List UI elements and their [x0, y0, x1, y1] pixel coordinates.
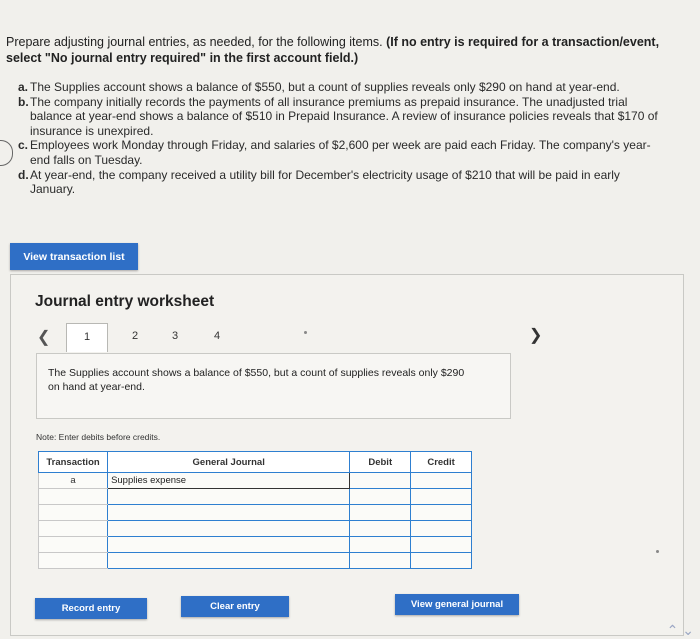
account-field[interactable] [108, 553, 350, 569]
transaction-cell: a [39, 473, 108, 489]
table-row [39, 473, 472, 489]
list-item [18, 80, 658, 95]
list-item [18, 95, 658, 139]
debit-field[interactable] [350, 489, 411, 505]
page-tab-1[interactable]: 1 [66, 323, 108, 352]
list-item [18, 168, 658, 197]
item-list [18, 80, 658, 197]
debit-field[interactable] [350, 521, 411, 537]
transaction-description-box [36, 353, 511, 419]
general-journal-table [38, 451, 472, 569]
record-entry-button[interactable]: Record entry [35, 598, 147, 619]
cursor-arc-icon [0, 140, 13, 166]
credit-field[interactable] [411, 489, 472, 505]
column-header-general-journal: General Journal [108, 452, 350, 473]
item-letter: a. [18, 80, 29, 94]
debit-field[interactable] [350, 537, 411, 553]
table-row [39, 505, 472, 521]
page-tab-2[interactable]: 2 [131, 330, 139, 342]
credit-field[interactable] [411, 553, 472, 569]
divider-dot [304, 331, 307, 334]
worksheet-title: Journal entry worksheet [35, 293, 215, 310]
instructions [6, 34, 676, 66]
note-text: Note: Enter debits before credits. [36, 432, 161, 442]
account-field[interactable] [108, 505, 350, 521]
instructions-text: Prepare adjusting journal entries, as needed, for the following items. [6, 35, 387, 49]
transaction-cell [39, 537, 108, 553]
transaction-cell [39, 553, 108, 569]
transaction-cell [39, 521, 108, 537]
item-letter: b. [18, 94, 29, 109]
table-row [39, 521, 472, 537]
table-row [39, 537, 472, 553]
account-field[interactable] [108, 521, 350, 537]
transaction-description: The Supplies account shows a balance of $550, but a count of supplies reveals only $290 on hand at year-end. [48, 367, 465, 393]
worksheet-pagination [31, 323, 671, 353]
debit-field[interactable] [350, 473, 411, 489]
journal-entry-worksheet [10, 274, 684, 636]
chevron-up-down-icon[interactable]: ⌃ ⌄ [666, 622, 694, 638]
account-field[interactable]: Supplies expense [108, 473, 350, 489]
table-row [39, 489, 472, 505]
transaction-cell [39, 505, 108, 521]
table-row [39, 553, 472, 569]
item-text: The Supplies account shows a balance of $550, but a count of supplies reveals only $290 on hand at year-end. [30, 80, 620, 94]
credit-field[interactable] [411, 473, 472, 489]
debit-field[interactable] [350, 553, 411, 569]
item-letter: c. [18, 138, 29, 153]
list-item [18, 138, 658, 167]
view-transaction-list-button[interactable]: View transaction list [10, 243, 138, 270]
view-general-journal-button[interactable]: View general journal [395, 594, 519, 615]
column-header-credit: Credit [411, 452, 472, 473]
account-field[interactable] [108, 489, 350, 505]
chevron-left-icon[interactable]: ❮ [37, 329, 51, 346]
item-letter: d. [18, 167, 29, 182]
item-text: At year-end, the company received a utility bill for December's electricity usage of $210 that will be paid in early January. [30, 167, 620, 197]
instructions-bold: (If no entry is required for a transaction/event, select "No journal entry required" in the first account field.) [6, 35, 660, 65]
account-field[interactable] [108, 537, 350, 553]
column-header-debit: Debit [350, 452, 411, 473]
transaction-cell [39, 489, 108, 505]
decorative-dot [656, 550, 659, 553]
credit-field[interactable] [411, 537, 472, 553]
column-header-transaction: Transaction [39, 452, 108, 473]
page-tab-3[interactable]: 3 [171, 330, 179, 342]
page-tab-4[interactable]: 4 [213, 330, 221, 342]
clear-entry-button[interactable]: Clear entry [181, 596, 289, 617]
credit-field[interactable] [411, 521, 472, 537]
debit-field[interactable] [350, 505, 411, 521]
item-text: Employees work Monday through Friday, and salaries of $2,600 per week are paid each Friday. The company's year-end falls on Tuesday. [30, 138, 651, 167]
credit-field[interactable] [411, 505, 472, 521]
chevron-right-icon[interactable]: ❯ [529, 327, 543, 344]
item-text: The company initially records the payments of all insurance premiums as prepaid insurance. The unadjusted trial balance at year-end shows a balance of $510 in Prepaid Insurance. A review of insurance policies reveals that $170 of insurance is unexpired. [30, 94, 658, 138]
